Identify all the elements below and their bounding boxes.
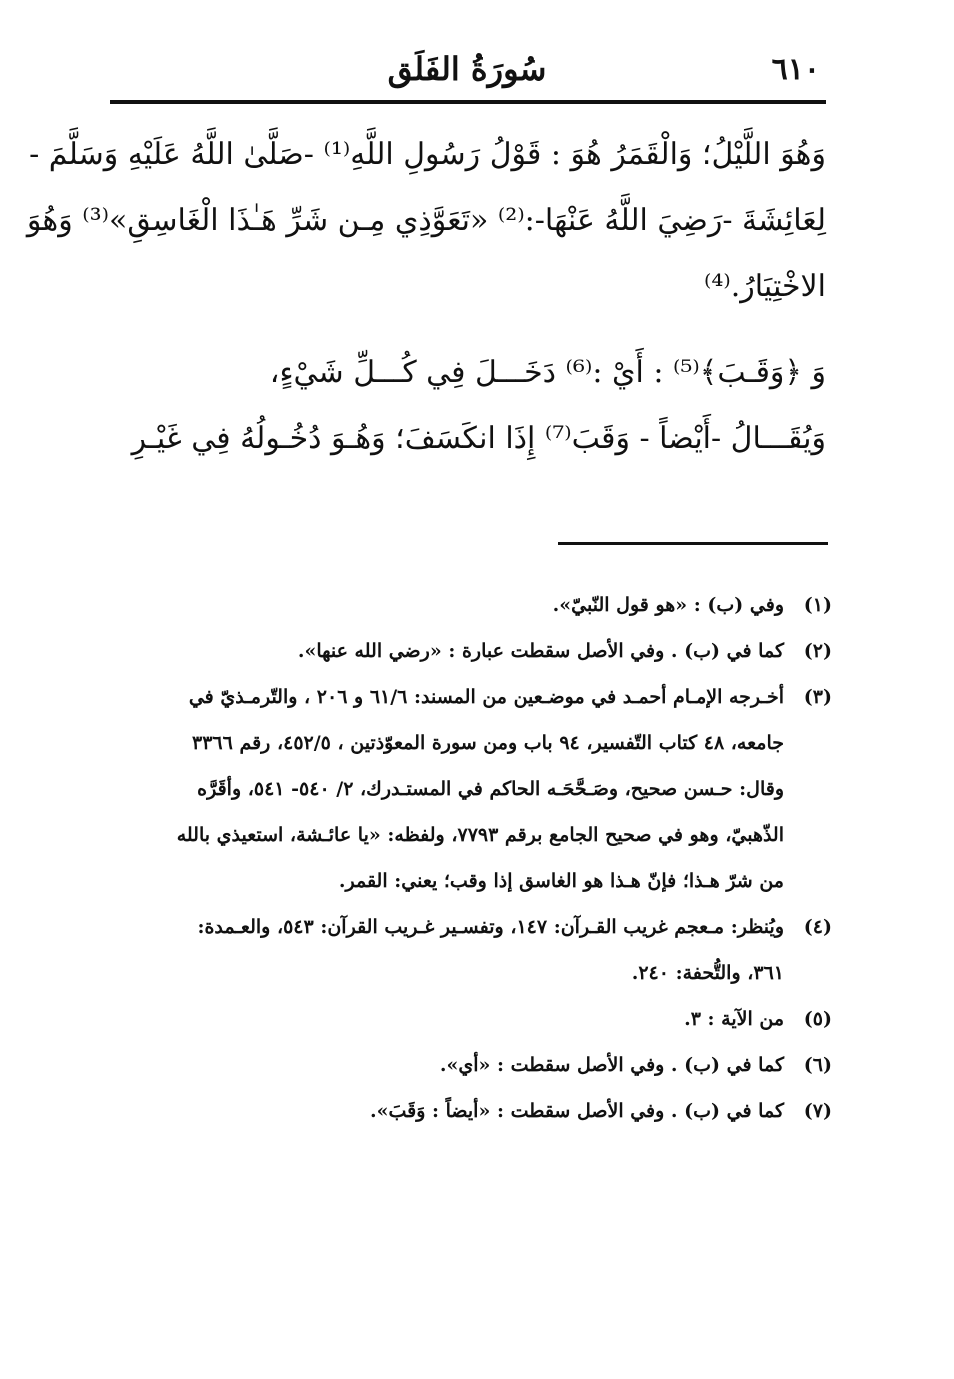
text-line: وَيُقَـــالُ -أَيْضاً - وَقَبَ⁽⁷⁾ إِذَا انكَسَفَ؛ وَهُـوَ دُخُـولُهُ فِي غَيْـرِ bbox=[131, 421, 826, 456]
page-number: ٦١٠ bbox=[771, 52, 820, 87]
footnote-number: (١) bbox=[803, 594, 832, 616]
footnote-4 bbox=[112, 904, 832, 996]
page-header bbox=[108, 46, 826, 98]
footnote-number: (٢) bbox=[803, 640, 832, 662]
footnote-text: جامعه، ٤٨ كتاب التّفسير، ٩٤ باب ومن سورة المعوّذتين ، ٤٥٢/٥، رقم ٣٣٦٦ bbox=[192, 732, 784, 754]
main-paragraph-1 bbox=[26, 122, 826, 320]
footnote-1 bbox=[112, 582, 832, 628]
text-line: وَ ﴿وَقَـبَ﴾⁽⁵⁾ : أَيْ :⁽⁶⁾ دَخَـــلَ فِي كُـــلِّ شَيْءٍ، bbox=[269, 355, 826, 390]
footnote-2 bbox=[112, 628, 832, 674]
footnote-text: كما في (ب) . وفي الأصل سقطت : «أي». bbox=[439, 1054, 784, 1076]
header-divider bbox=[110, 100, 826, 104]
footnote-divider bbox=[558, 542, 828, 545]
surah-title: سُورَةُ الفَلَق bbox=[387, 50, 547, 88]
footnote-text: وقال: حـسن صحيح، وصَـحَّحَـه الحاكم في المستـدرك، ٢/ ٥٤٠- ٥٤١، وأقَرَّه bbox=[197, 778, 784, 800]
text-line: لِعَائِشَةَ -رَضِيَ اللَّهُ عَنْهَا-:⁽²⁾ «تَعَوَّذِي مِـن شَرِّ هَـٰذَا الْغَاسِقِ»⁽³⁾ وَهُوَ bbox=[26, 203, 826, 238]
footnote-text: كما في (ب) . وفي الأصل سقطت عبارة : «رضي الله عنها». bbox=[297, 640, 784, 662]
footnote-text: أخـرجه الإمـام أحمـد في موضـعين من المسند: ٦١/٦ و ٢٠٦ ، والتّرمـذيّ في bbox=[188, 686, 784, 708]
text-line: وَهُوَ اللَّيْلُ؛ وَالْقَمَرُ هُوَ : قَوْلُ رَسُولِ اللَّهِ⁽¹⁾ -صَلَّىٰ اللَّهُ عَلَيْهِ وَسَلَّمَ - bbox=[29, 137, 826, 172]
footnote-6 bbox=[112, 1042, 832, 1088]
footnote-text: من شرّ هـذا؛ فإنّ هـذا هو الغاسق إذا وقب؛ يعني: القمر. bbox=[338, 870, 784, 892]
footnote-number: (٣) bbox=[803, 686, 832, 708]
footnote-text: ويُنظر: مـعجم غريب القـرآن: ١٤٧، وتفسـير غـريب القرآن: ٥٤٣، والعـمدة: bbox=[197, 916, 784, 938]
text-line: الاخْتِيَارُ.⁽⁴⁾ bbox=[703, 269, 826, 304]
footnote-number: (٦) bbox=[803, 1054, 832, 1076]
footnote-number: (٤) bbox=[803, 916, 832, 938]
footnote-7 bbox=[112, 1088, 832, 1134]
footnote-3 bbox=[112, 674, 832, 904]
footnote-number: (٥) bbox=[803, 1008, 832, 1030]
footnote-text: من الآية : ٣. bbox=[684, 1008, 784, 1030]
main-paragraph-2 bbox=[112, 340, 826, 472]
footnote-text: ٣٦١، والتُّحفة: ٢٤٠. bbox=[631, 962, 784, 984]
footnote-text: الذّهبيّ، وهو في صحيح الجامع برقم ٧٧٩٣، ولفظه: «يا عائـشة، استعيذي بالله bbox=[176, 824, 784, 846]
footnote-number: (٧) bbox=[803, 1100, 832, 1122]
footnote-5 bbox=[112, 996, 832, 1042]
footnote-text: كما في (ب) . وفي الأصل سقطت : «أيضاً : وَقَبَ». bbox=[369, 1100, 784, 1122]
footnote-text: وفي (ب) : «هو قول النّبيّ». bbox=[552, 594, 784, 616]
footnotes-section bbox=[112, 582, 832, 1134]
